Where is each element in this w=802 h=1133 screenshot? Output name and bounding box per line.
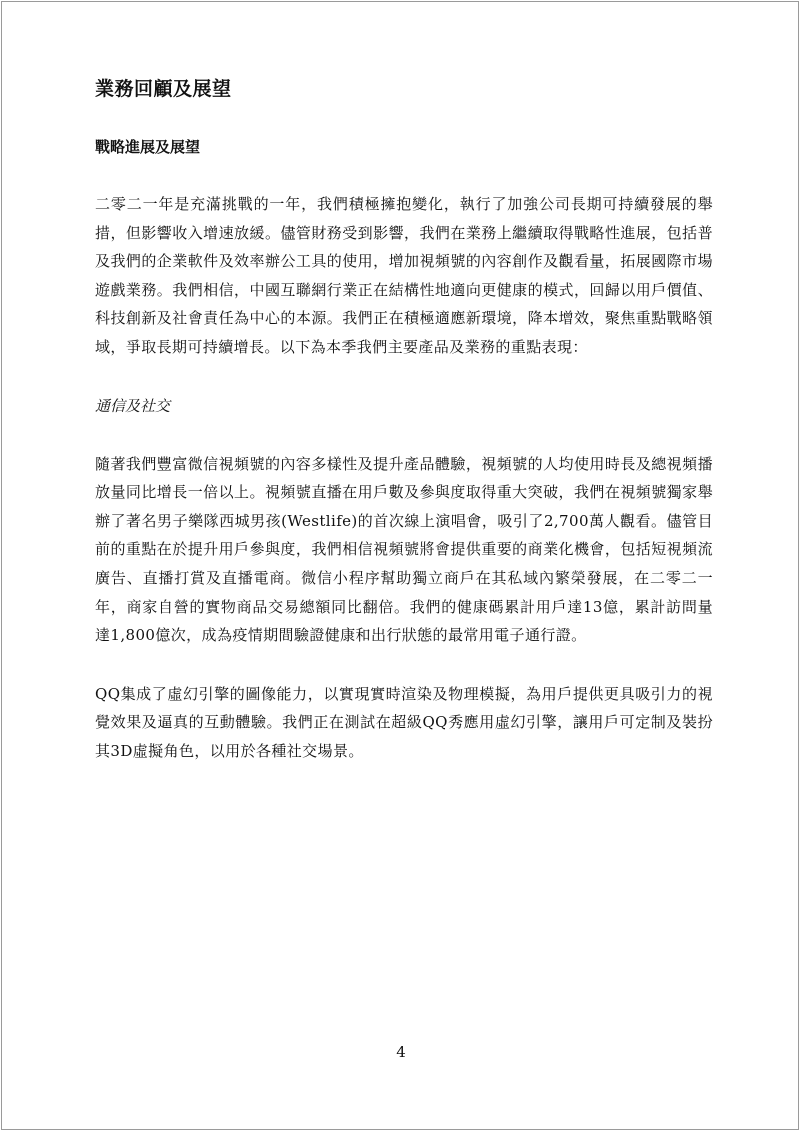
qq-paragraph: QQ集成了虛幻引擎的圖像能力，以實現實時渲染及物理模擬，為用戶提供更具吸引力的視覺效果及逼真的互動體驗。我們正在測試在超級QQ秀應用虛幻引擎，讓用戶可定制及裝扮其3D虛擬角色，以用於各種社交場景。 bbox=[95, 684, 713, 760]
section-title: 業務回顧及展望 bbox=[95, 78, 232, 100]
communication-paragraph: 隨著我們豐富微信視頻號的內容多樣性及提升產品體驗，視頻號的人均使用時長及總視頻播放量同比增長一倍以上。視頻號直播在用戶數及參與度取得重大突破，我們在視頻號獨家舉辦了著名男子樂隊西城男孩(Westlife)的首次線上演唱會，吸引了2,700萬人觀看。儘管目前的重點在於提升用戶參與度，我們相信視頻號將會提供重要的商業化機會，包括短視頻流廣告、直播打賞及直播電商。微信小程序幫助獨立商戶在其私域內繁榮發展，在二零二一年，商家自營的實物商品交易總額同比翻倍。我們的健康碼累計用戶達13億，累計訪問量達1,800億次，成為疫情期間驗證健康和出行狀態的最常用電子通行證。 bbox=[95, 454, 713, 645]
sub-title: 戰略進展及展望 bbox=[95, 138, 201, 156]
page-number: 4 bbox=[396, 1043, 406, 1061]
intro-paragraph: 二零二一年是充滿挑戰的一年，我們積極擁抱變化，執行了加強公司長期可持續發展的舉措，但影響收入增速放緩。儘管財務受到影響，我們在業務上繼續取得戰略性進展，包括普及我們的企業軟件及效率辦公工具的使用，增加視頻號的內容創作及觀看量，拓展國際市場遊戲業務。我們相信，中國互聯網行業正在結構性地適向更健康的模式，回歸以用戶價值、科技創新及社會責任為中心的本源。我們正在積極適應新環境，降本增效，聚焦重點戰略領域，爭取長期可持續增長。以下為本季我們主要產品及業務的重點表現： bbox=[95, 195, 713, 356]
communication-social-heading: 通信及社交 bbox=[95, 396, 171, 415]
document-body bbox=[95, 74, 713, 766]
